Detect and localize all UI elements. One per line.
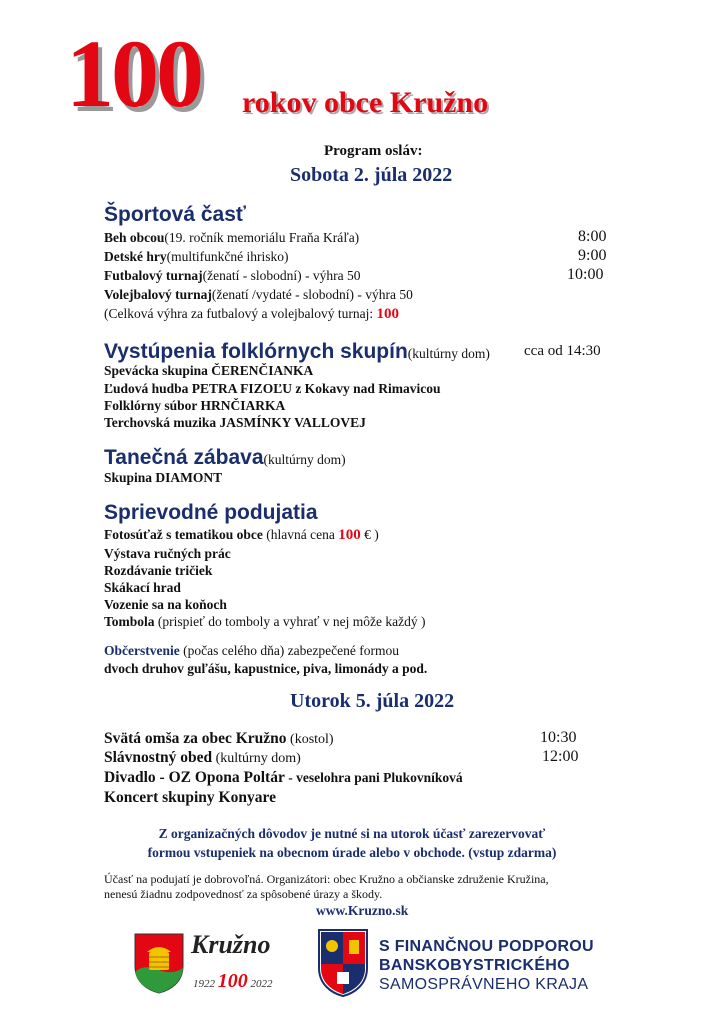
tue-item-mass: Svätá omša za obec Kružno (kostol) <box>104 730 334 747</box>
folk-heading-line: Vystúpenia folklórnych skupín(kultúrny dom) <box>104 340 490 363</box>
title-number: 100 <box>66 20 201 127</box>
side-tombola: Tombola (prispieť do tomboly a vyhrať v nej môže každý ) <box>104 614 426 629</box>
side-item-1: Výstava ručných prác <box>104 546 231 561</box>
sponsor-line2: BANSKOBYSTRICKÉHO <box>379 957 570 974</box>
bbsk-coat-of-arms-icon <box>317 928 369 998</box>
logo-years: 1922 100 2022 <box>193 970 273 992</box>
kruzno-coat-of-arms-icon <box>133 932 185 994</box>
day2-heading: Utorok 5. júla 2022 <box>290 690 455 712</box>
folk-item-4: Terchovská muzika JASMÍNKY VALLOVEJ <box>104 415 366 430</box>
notice-line1: Z organizačných dôvodov je nutné si na utorok účasť zarezervovať <box>158 826 546 841</box>
day1-heading: Sobota 2. júla 2022 <box>290 164 453 186</box>
title-text: rokov obce Kružno <box>242 86 489 119</box>
folk-item-3: Folklórny súbor HRNČIARKA <box>104 398 286 413</box>
sponsor-logo <box>315 928 595 1000</box>
notice-line2: formou vstupeniek na obecnom úrade alebo v obchode. (vstup zdarma) <box>147 845 557 860</box>
refreshment-line2: dvoch druhov guľášu, kapustnice, piva, limonády a pod. <box>104 661 428 676</box>
refreshment-line1: Občerstvenie (počas celého dňa) zabezpečené formou <box>104 643 399 658</box>
side-item-2: Rozdávanie tričiek <box>104 563 213 578</box>
program-label: Program osláv: <box>324 143 423 159</box>
footer-line1: Účasť na podujatí je dobrovoľná. Organizátori: obec Kružno a občianske združenie Kružina, <box>104 872 549 886</box>
sport-item-volleyball: Volejbalový turnaj(ženatí /vydaté - slobodní) - výhra 50 <box>104 287 413 302</box>
tue-time-mass: 10:30 <box>540 729 577 746</box>
sport-total: (Celková výhra za futbalový a volejbalový turnaj: 100 <box>104 306 400 322</box>
side-contest: Fotosúťaž s tematikou obce (hlavná cena 100 € ) <box>104 527 379 543</box>
sponsor-line3: SAMOSPRÁVNEHO KRAJA <box>379 976 589 993</box>
website-link[interactable]: www.Kruzno.sk <box>316 903 409 918</box>
tue-item-lunch: Slávnostný obed (kultúrny dom) <box>104 749 301 766</box>
folk-item-1: Spevácka skupina ČERENČIANKA <box>104 363 314 378</box>
sport-time-run: 8:00 <box>578 228 607 245</box>
footer-line2: nenesú žiadnu zodpovednosť za spôsobené úrazy a škody. <box>104 887 383 901</box>
folk-time: cca od 14:30 <box>524 343 601 359</box>
logo-name: Kružno <box>191 930 271 959</box>
tue-time-lunch: 12:00 <box>542 748 579 765</box>
side-heading: Sprievodné podujatia <box>104 501 318 524</box>
folk-item-2: Ľudová hudba PETRA FIZOĽU z Kokavy nad Rimavicou <box>104 381 441 396</box>
sponsor-line1: S FINANČNOU PODPOROU <box>379 938 594 955</box>
kruzno-logo <box>133 930 283 998</box>
sport-item-football: Futbalový turnaj(ženatí - slobodní) - výhra 50 <box>104 268 361 283</box>
sport-item-kids: Detské hry(multifunkčné ihrisko) <box>104 249 289 264</box>
sport-time-kids: 9:00 <box>578 247 607 264</box>
dance-item: Skupina DIAMONT <box>104 470 223 485</box>
sport-item-run: Beh obcou(19. ročník memoriálu Fraňa Kráľa) <box>104 230 360 245</box>
sport-heading: Športová časť <box>104 203 246 226</box>
sport-time-football: 10:00 <box>567 266 604 283</box>
side-item-3: Skákací hrad <box>104 580 181 595</box>
tue-item-concert: Koncert skupiny Konyare <box>104 789 276 806</box>
tue-item-theatre: Divadlo - OZ Opona Poltár - veselohra pani Plukovníková <box>104 769 463 786</box>
side-item-4: Vozenie sa na koňoch <box>104 597 227 612</box>
dance-heading-line: Tanečná zábava(kultúrny dom) <box>104 446 346 469</box>
